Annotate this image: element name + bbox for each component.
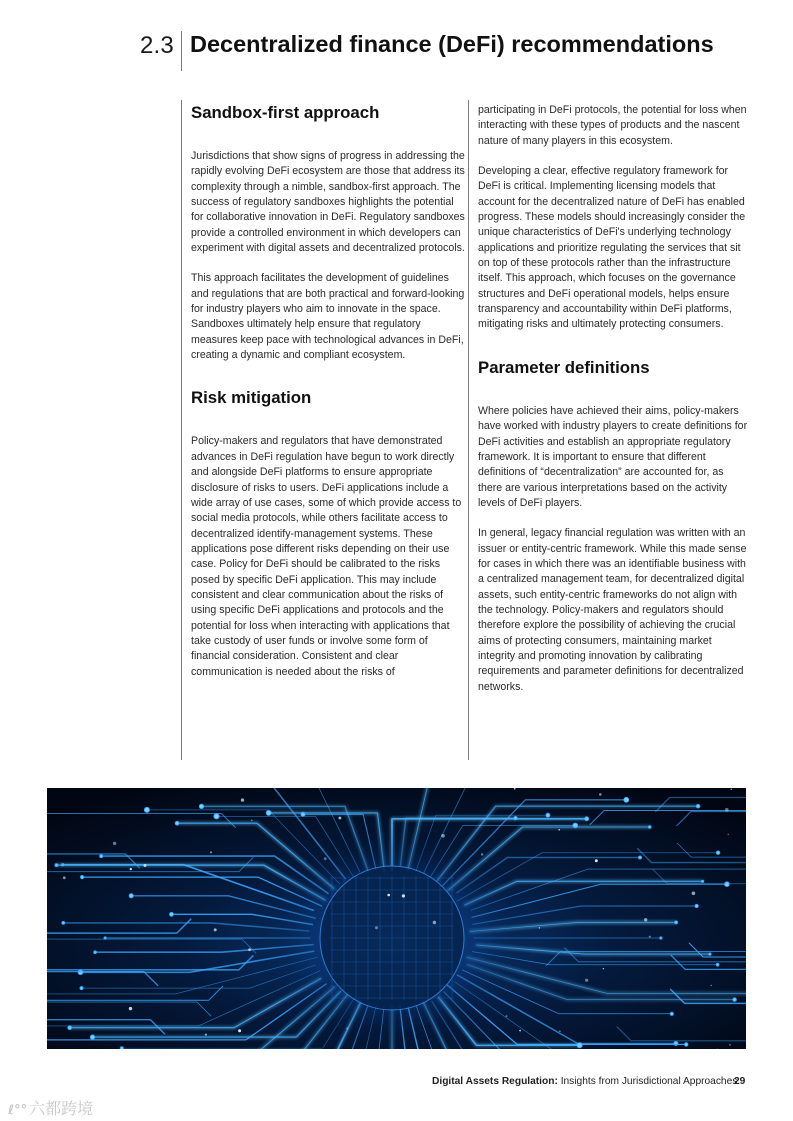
circuit-board-illustration — [47, 788, 746, 1049]
trace-endpoint — [685, 1043, 688, 1046]
light-spark — [387, 894, 390, 897]
paragraph-framework: Developing a clear, effective regulatory framework for DeFi is critical. Implementing licensing models that account for the decentralized nature of DeFi has enabled progress. These models should increasingly consider the unique characteristics of DeFi's underlying technology applications and prioritize regulating the services that sit on top of these protocols rather than the infrastructure itself. This approach, which focuses on the governance structures and DeFi operational models, helps ensure transparency and accountability within DeFi platforms, mitigating risks and ultimately protecting consumers. — [478, 165, 746, 331]
trace-endpoint — [695, 904, 698, 907]
circuit-board-image — [47, 788, 746, 1049]
left-column — [191, 103, 466, 680]
middle-column-rule — [468, 100, 469, 760]
footer-publication-title: Digital Assets Regulation: — [432, 1076, 558, 1087]
footer-publication — [432, 1076, 737, 1087]
page-title: Decentralized finance (DeFi) recommendations — [190, 31, 714, 57]
paragraph-parameters-2: In general, legacy financial regulation was written with an issuer or entity-centric framework. While this made sense for cases in which there was an identifiable business with a centralized management team, for decentralized digital assets, such entity-centric frameworks do not align with the technology. Policy-makers and regulators should therefore explore the possibility of achieving the crucial aims of protecting consumers, maintaining market integrity and promoting innovation by calibrating requirements and parameter definitions for decentralized networks. — [478, 527, 747, 693]
light-spark — [599, 793, 602, 796]
light-spark — [649, 936, 651, 938]
heading-sandbox-first: Sandbox-first approach — [191, 103, 380, 122]
paragraph-sandbox-1: Jurisdictions that show signs of progress in addressing the rapidly evolving DeFi ecosystem are those that address its complexity through a nimble, sandbox-first approach. The success of regulatory sandboxes highlights the potential for collaborative innovation in DeFi. Regulatory sandboxes provide a controlled environment in which developers can experiment with digital assets and decentralized protocols. — [191, 150, 465, 255]
paragraph-parameters-1: Where policies have achieved their aims, policy-makers have worked with industry players to create definitions for DeFi activities and establish an appropriate regulatory framework. It is important to ensure that different definitions of “decentralization” are accounted for, as there are various interpretations based on the activity levels of DeFi players. — [478, 404, 748, 509]
trace-endpoint — [94, 951, 97, 954]
section-number: 2.3 — [140, 32, 174, 59]
paragraph-continuation: participating in DeFi protocols, the potential for loss when interacting with these types of products and the nascent nature of many players in this ecosystem. — [478, 104, 747, 147]
title-divider — [181, 31, 182, 71]
light-spark — [595, 859, 598, 862]
light-spark — [339, 817, 342, 820]
trace-endpoint — [639, 856, 642, 859]
light-spark — [238, 1029, 241, 1032]
light-spark — [241, 798, 244, 801]
light-spark — [539, 927, 540, 928]
trace-endpoint — [144, 807, 149, 812]
footer-publication-subtitle: Insights from Jurisdictional Approaches — [557, 1076, 738, 1087]
light-spark — [711, 985, 712, 986]
light-spark — [481, 853, 483, 855]
light-spark — [402, 894, 405, 897]
watermark — [8, 1096, 93, 1119]
trace-endpoint — [546, 813, 550, 817]
light-spark — [731, 789, 732, 790]
page-number: 29 — [734, 1076, 746, 1087]
light-spark — [559, 1031, 560, 1032]
trace-endpoint — [80, 987, 83, 990]
light-spark — [113, 842, 116, 845]
light-spark — [144, 864, 147, 867]
trace-endpoint — [129, 894, 133, 898]
light-spark — [725, 808, 729, 812]
light-spark — [603, 968, 604, 969]
trace-endpoint — [81, 876, 84, 879]
right-column — [478, 103, 750, 695]
trace-endpoint — [725, 882, 730, 887]
trace-endpoint — [78, 970, 83, 975]
left-column-rule — [181, 100, 182, 760]
light-spark — [558, 829, 560, 831]
light-spark — [205, 1034, 207, 1036]
light-spark — [251, 820, 253, 822]
trace-endpoint — [670, 1012, 673, 1015]
light-spark — [433, 921, 436, 924]
trace-endpoint — [100, 855, 103, 858]
light-spark — [728, 834, 730, 836]
light-spark — [214, 928, 217, 931]
heading-parameter-definitions: Parameter definitions — [478, 357, 650, 377]
light-spark — [375, 926, 378, 929]
paragraph-sandbox-2: This approach facilitates the development of guidelines and regulations that are both practical and forward-looking for industry players who aim to innovate in the space. Sandboxes ultimately help ensure that regulatory measures keep pace with technological advances in DeFi, creating a dynamic and compliant ecosystem. — [191, 272, 465, 362]
light-spark — [129, 1007, 132, 1010]
trace-endpoint — [624, 797, 629, 802]
light-spark — [479, 825, 480, 826]
light-spark — [248, 948, 251, 951]
light-spark — [519, 1030, 521, 1032]
light-spark — [346, 1028, 348, 1030]
light-spark — [210, 851, 212, 853]
trace-endpoint — [170, 912, 174, 916]
light-spark — [692, 892, 696, 896]
watermark-text: 六都跨境 — [29, 1099, 94, 1118]
trace-endpoint — [660, 937, 662, 939]
paragraph-risk-1: Policy-makers and regulators that have demonstrated advances in DeFi regulation have begun to work directly and alongside DeFi platforms to ensure appropriate disclosure of risks to users. DeFi applications include a wide array of use cases, some of which provide access to social media protocols, while others facilitate access to decentralized identify-management systems. These applications pose different risks depending on their use case. Policy for DeFi should be calibrated to the risks posed by specific DeFi application. This may include consistent and clear communication about the risks of using specific DeFi applications and protocols and the potential for loss when interacting with applications that take custody of user funds or involve some form of financial consideration. Consistent and clear communication is needed about the risks of — [191, 435, 462, 678]
light-spark — [441, 834, 445, 838]
trace-endpoint — [716, 851, 719, 854]
trace-endpoint — [214, 814, 219, 819]
watermark-logo-icon: ℓ°° — [8, 1103, 28, 1118]
light-spark — [130, 868, 132, 870]
light-spark — [585, 979, 588, 982]
light-spark — [644, 918, 647, 921]
trace-endpoint — [120, 1047, 123, 1049]
light-spark — [506, 1015, 508, 1017]
light-spark — [324, 857, 327, 860]
heading-risk-mitigation: Risk mitigation — [191, 388, 312, 408]
trace-endpoint — [716, 963, 719, 966]
light-spark — [729, 1044, 731, 1046]
light-spark — [63, 876, 66, 879]
trace-endpoint — [62, 922, 65, 925]
